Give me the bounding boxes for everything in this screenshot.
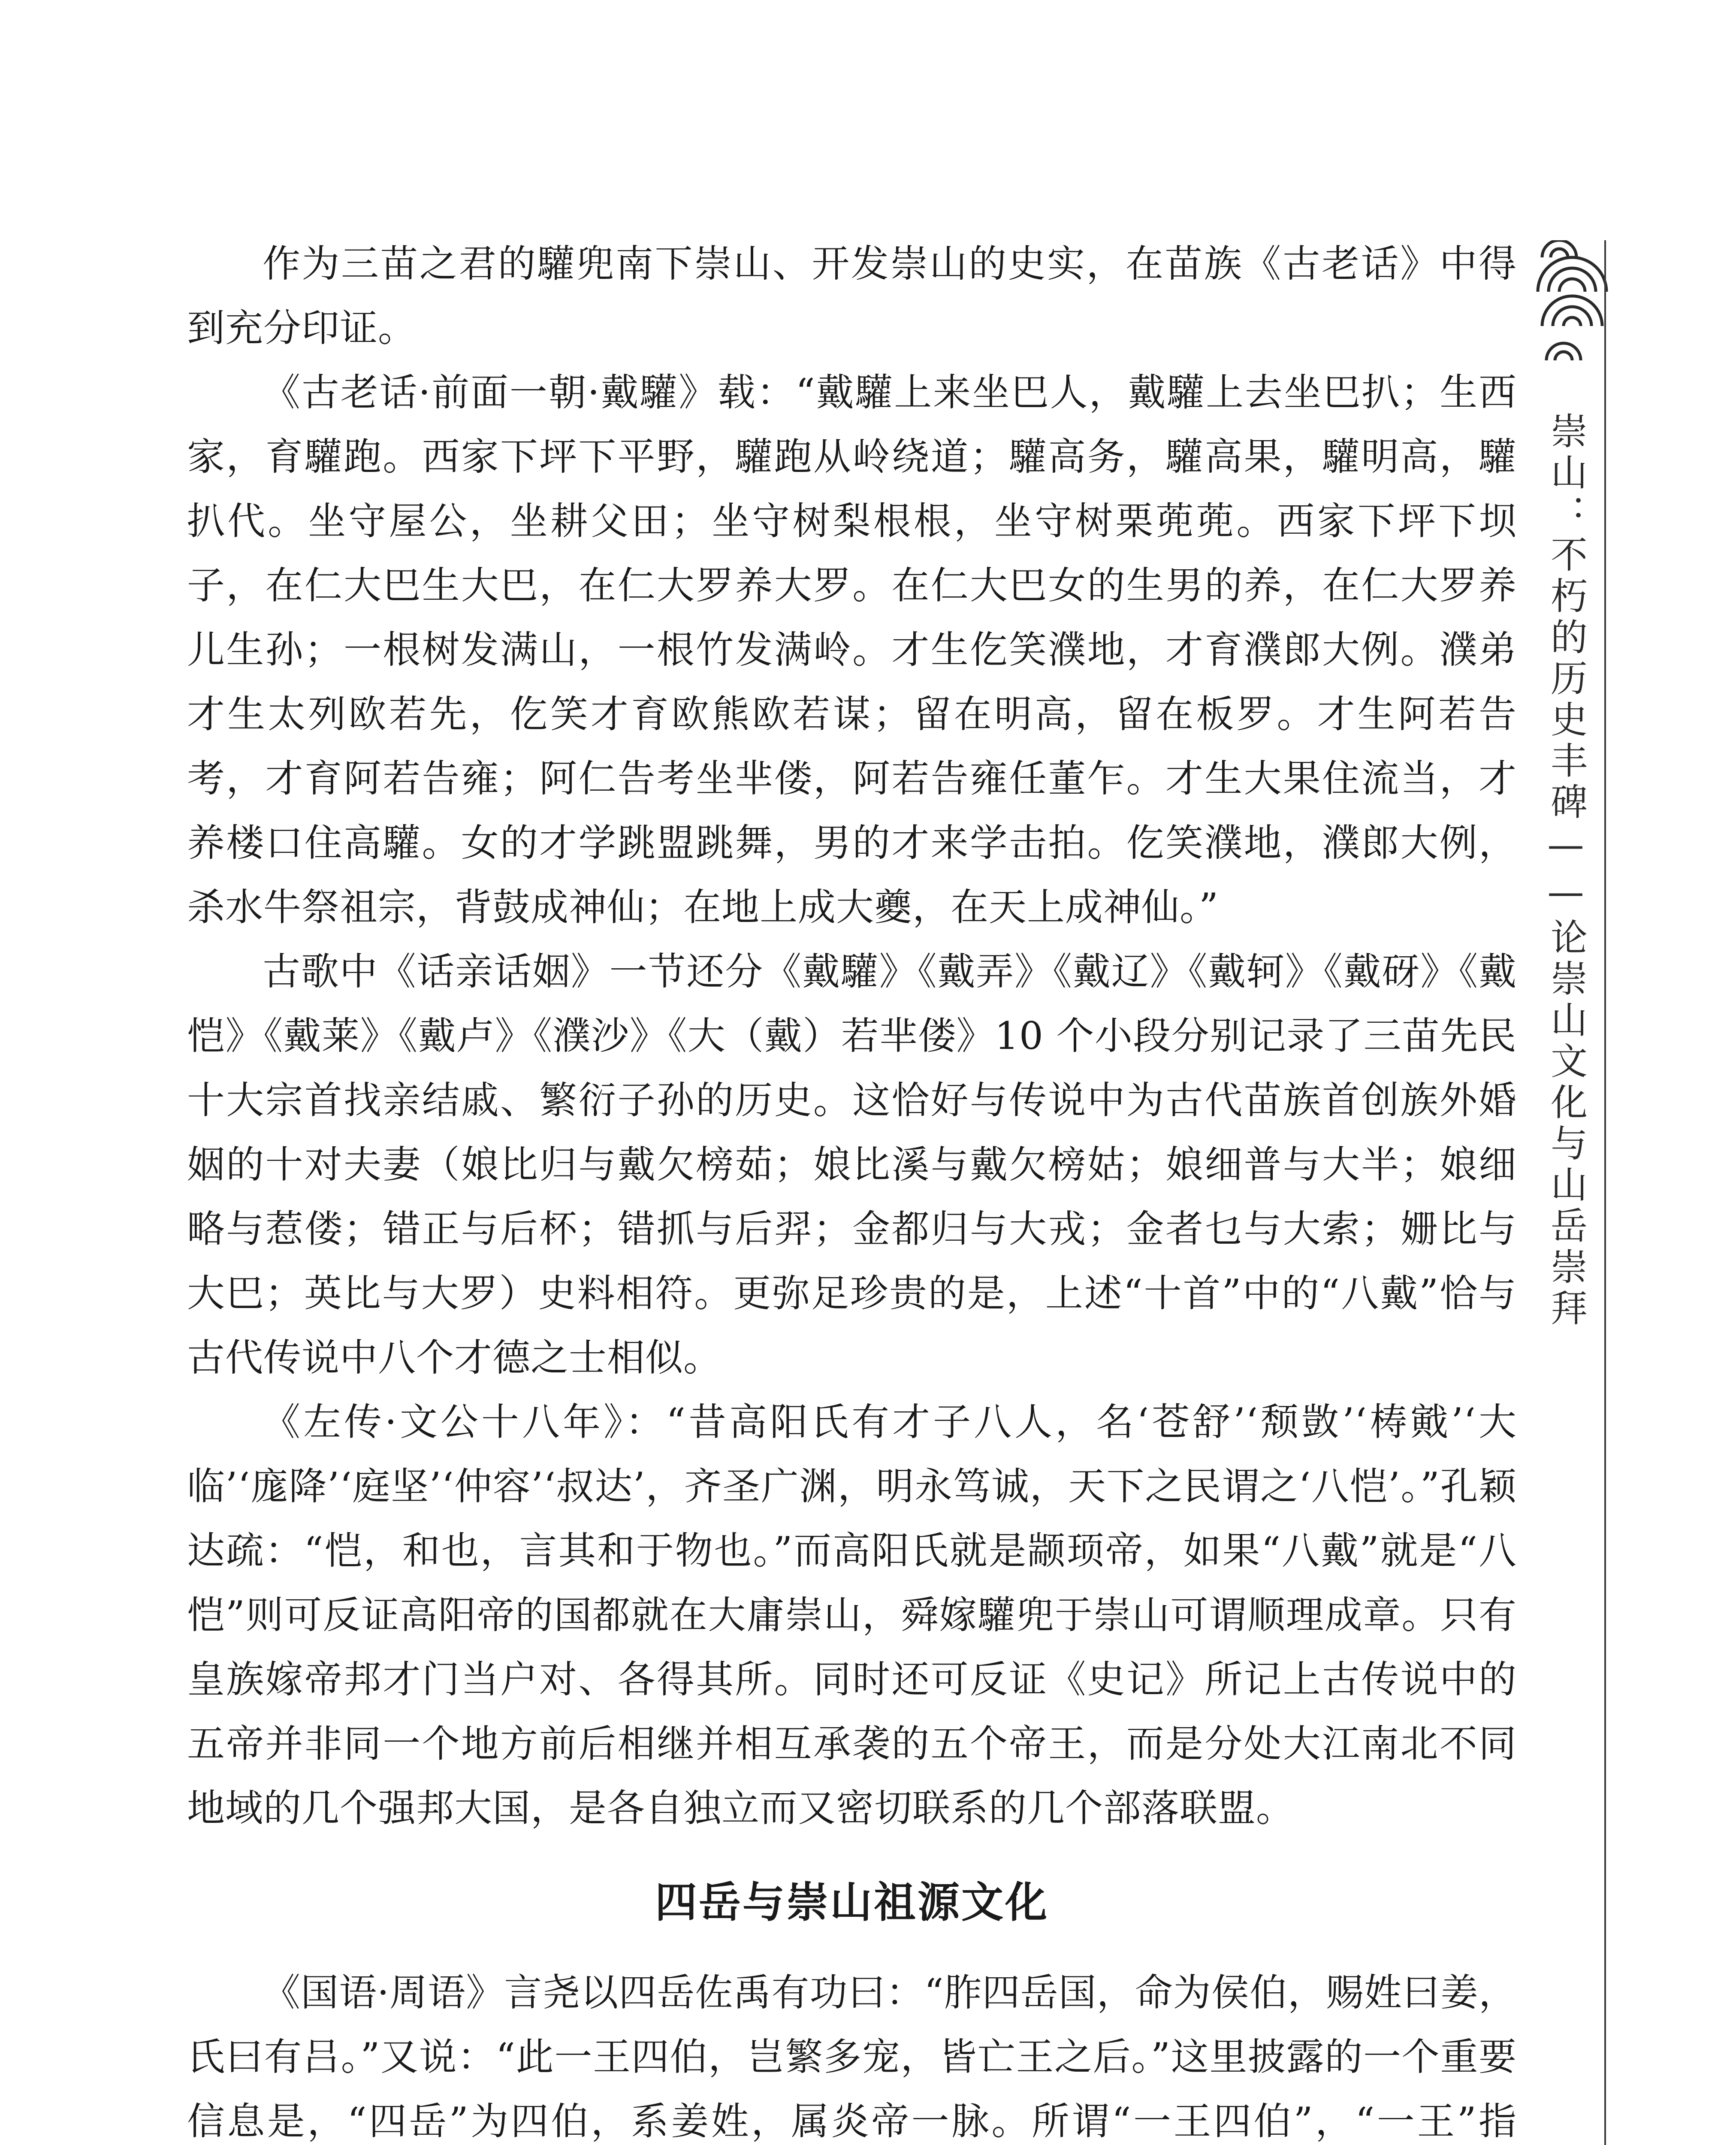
paragraph-1: 作为三苗之君的驩兜南下崇山、开发崇山的史实，在苗族《古老话》中得到充分印证。: [187, 242, 1517, 350]
paragraph-4: 《左传·文公十八年》：“昔高阳氏有才子八人，名‘苍舒’‘颓敳’‘梼戭’‘大临’‘庬降’‘庭坚’‘仲容’‘叔达’，齐圣广渊，明永笃诚，天下之民谓之‘八恺’。”孔颖达疏：“恺，和也，言其和于物也。”而高阳氏就是颛顼帝，如果“八戴”就是“八恺”则可反证高阳帝的国都就在大庸崇山，舜嫁驩兜于崇山可谓顺理成章。只有皇族嫁帝邦才门当户对、各得其所。同时还可反证《史记》所记上古传说中的五帝并非同一个地方前后相继并相互承袭的五个帝王，而是分处大江南北不同地域的几个强邦大国，是各自独立而又密切联系的几个部落联盟。: [187, 1400, 1517, 1830]
cloud-scroll-ornament-icon: [1534, 240, 1619, 382]
running-title: 崇山：不朽的历史丰碑——论崇山文化与山岳崇拜: [1544, 412, 1587, 1330]
margin-rule: [1604, 240, 1606, 2145]
section-heading: 四岳与崇山祖源文化: [655, 1878, 1049, 1927]
main-text-column: [187, 232, 1517, 2145]
paragraph-2: 《古老话·前面一朝·戴驩》载：“戴驩上来坐巴人，戴驩上去坐巴扒；生西家，育驩跑。西家下坪下平野，驩跑从岭绕道；驩高务，驩高果，驩明高，驩扒代。坐守屋公，坐耕父田；坐守树梨根根，坐守树栗蔸蔸。西家下坪下坝子，在仁大巴生大巴，在仁大罗养大罗。在仁大巴女的生男的养，在仁大罗养儿生孙；一根树发满山，一根竹发满岭。才生仡笑濮地，才育濮郎大例。濮弟才生太列欧若先，仡笑才育欧熊欧若谋；留在明高，留在板罗。才生阿若告考，才育阿若告雍；阿仁告考坐芈偻，阿若告雍任董乍。才生大果住流当，才养楼口住高驩。女的才学跳盟跳舞，男的才来学击拍。仡笑濮地，濮郎大例，杀水牛祭祖宗，背鼓成神仙；在地上成大夔，在天上成神仙。”: [187, 370, 1517, 929]
paragraph-3: 古歌中《话亲话姻》一节还分《戴驩》《戴弄》《戴辽》《戴轲》《戴砑》《戴恺》《戴莱》《戴卢》《濮沙》《大（戴）若芈偻》10 个小段分别记录了三苗先民十大宗首找亲结戚、繁衍子孙的历史。这恰好与传说中为古代苗族首创族外婚姻的十对夫妻（娘比归与戴欠榜茹；娘比溪与戴欠榜姑；娘细普与大半；娘细略与惹偻；错正与后杯；错抓与后羿；金都归与大戎；金者乜与大索；姗比与大巴；英比与大罗）史料相符。更弥足珍贵的是，上述“十首”中的“八戴”恰与古代传说中八个才德之士相似。: [187, 949, 1517, 1380]
paragraph-5: 《国语·周语》言尧以四岳佐禹有功曰：“胙四岳国，命为侯伯，赐姓曰姜，氏曰有吕。”又说：“此一王四伯，岂繁多宠，皆亡王之后。”这里披露的一个重要信息是，“四岳”为四伯，系姜姓，属炎帝一脉。所谓“一王四伯”，“一王”指: [187, 1970, 1517, 2143]
